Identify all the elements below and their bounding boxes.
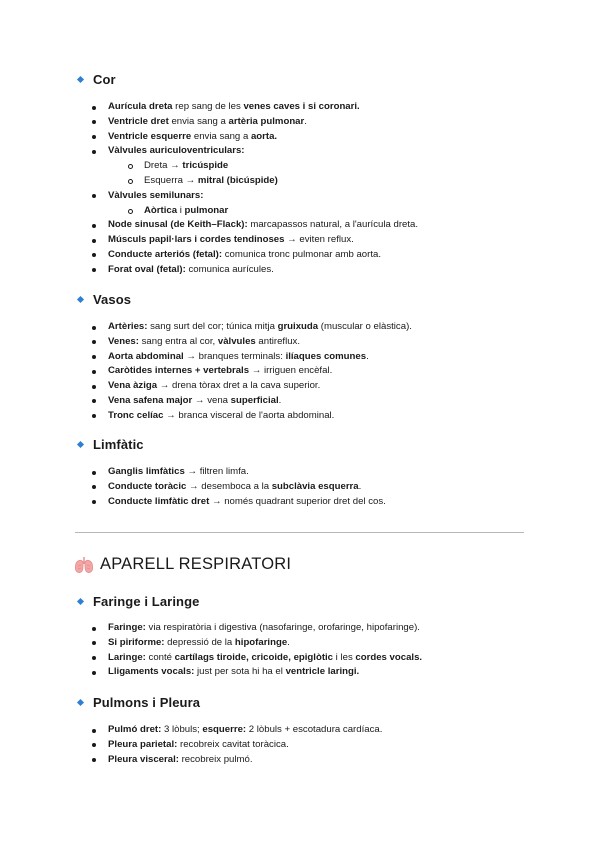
text: conté <box>145 651 175 663</box>
section-heading-pulmons: Pulmons i Pleura <box>77 695 200 710</box>
bold-text: Laringe: <box>108 651 146 663</box>
text: depressió de la <box>164 636 235 648</box>
bold-text: pulmonar <box>184 204 229 216</box>
bold-text: superficial <box>230 394 279 406</box>
section-heading-faringe: Faringe i Laringe <box>77 594 199 609</box>
bold-text: Conducte limfàtic dret <box>108 495 210 507</box>
list-faringe <box>0 621 422 680</box>
text: . <box>304 115 307 127</box>
bold-text: subclàvia esquerra <box>271 480 359 492</box>
text: 3 lòbuls; <box>161 724 203 735</box>
section-heading-limfatic: Limfàtic <box>77 437 144 452</box>
list-limfatic <box>0 465 386 509</box>
bold-text: Ganglis limfàtics <box>108 466 185 477</box>
bold-text: Tronc celíac <box>108 409 164 421</box>
list-item <box>0 621 422 636</box>
list-item <box>0 320 412 335</box>
bold-text: Vàlvules auriculoventriculars: <box>108 145 245 157</box>
bold-text: aorta. <box>250 130 278 142</box>
lungs-icon <box>74 556 94 574</box>
text: (muscular o elàstica). <box>318 321 412 332</box>
diamond-bullet-icon <box>77 296 84 303</box>
text: envia sang a <box>168 115 229 127</box>
bold-text: Vena safena major <box>108 394 193 406</box>
list-item <box>0 394 412 409</box>
text: 2 lòbuls + escotadura cardíaca. <box>246 724 383 735</box>
text: comunica aurícules. <box>185 263 274 275</box>
list-item <box>0 263 418 278</box>
bold-text: ventricle laringi. <box>285 666 360 678</box>
list-item <box>0 350 412 365</box>
text: → desemboca a la <box>186 480 272 492</box>
text: via respiratòria i digestiva (nasofaringe, orofaringe, hipofaringe). <box>145 622 420 633</box>
list-item <box>0 738 382 753</box>
section-divider <box>75 532 524 533</box>
text: i les <box>333 651 356 663</box>
bold-text: tricúspide <box>182 160 229 172</box>
text: sang entra al cor, <box>138 335 218 347</box>
list-item <box>0 218 418 233</box>
bold-text: ilíaques comunes <box>285 350 367 362</box>
bold-text: Aorta abdominal <box>108 350 184 362</box>
diamond-bullet-icon <box>77 441 84 448</box>
page-title: APARELL RESPIRATORI <box>74 555 291 574</box>
section-heading-cor: Cor <box>77 72 116 87</box>
text: recobreix pulmó. <box>178 753 253 765</box>
bold-text: Pleura visceral: <box>108 753 179 765</box>
text: marcapassos natural, a l'aurícula dreta. <box>247 219 419 231</box>
bold-text: Pleura parietal: <box>108 738 178 750</box>
text: → branca visceral de l'aorta abdominal. <box>163 409 335 421</box>
list-item <box>0 115 418 130</box>
list-item <box>0 233 418 248</box>
bold-text: venes caves i si coronari. <box>243 101 360 112</box>
text: → vena <box>192 394 231 406</box>
text: → drena tòrax dret a la cava superior. <box>157 380 321 392</box>
bold-text: Venes: <box>108 335 139 347</box>
bold-text: cordes vocals. <box>355 651 423 663</box>
section-heading-vasos: Vasos <box>77 292 131 307</box>
text: rep sang de les <box>172 101 244 112</box>
text: → branques terminals: <box>183 350 286 362</box>
text: → irriguen encèfal. <box>249 365 333 377</box>
bold-text: Lligaments vocals: <box>108 666 195 678</box>
text: recobreix cavitat toràcica. <box>177 738 289 750</box>
bold-text: gruixuda <box>277 321 319 332</box>
text: . <box>366 350 369 362</box>
list-item <box>0 335 412 350</box>
text: antireflux. <box>255 335 301 347</box>
bold-text: vàlvules <box>217 335 256 347</box>
diamond-bullet-icon <box>77 699 84 706</box>
text: → eviten reflux. <box>284 234 354 246</box>
bold-text: mitral (bicúspide) <box>197 174 278 186</box>
list-item <box>0 665 422 680</box>
bold-text: hipofaringe <box>234 636 288 648</box>
list-item <box>0 480 386 495</box>
list-item <box>0 379 412 394</box>
bold-text: Conducte toràcic <box>108 480 187 492</box>
bold-text: esquerre: <box>202 724 247 735</box>
list-item <box>0 495 386 510</box>
text: envia sang a <box>191 130 251 142</box>
list-vasos <box>0 320 412 424</box>
bold-text: Conducte arteriós (fetal): <box>108 248 223 260</box>
bold-text: Aòrtica <box>144 204 178 216</box>
list-item <box>0 723 382 738</box>
list-item <box>0 100 418 115</box>
text: . <box>287 636 290 648</box>
text: just per sota hi ha el <box>194 666 286 678</box>
text: . <box>358 480 362 492</box>
bold-text: Vàlvules semilunars: <box>108 189 204 201</box>
list-item <box>0 409 412 424</box>
list-item <box>0 189 418 204</box>
bold-text: Aurícula dreta <box>108 101 173 112</box>
bold-text: Vena àzigа <box>108 380 158 392</box>
text: comunica tronc pulmonar amb aorta. <box>222 248 381 260</box>
list-item <box>0 364 412 379</box>
text: . <box>278 394 282 406</box>
bold-text: Músculs papil·lars i cordes tendinoses <box>108 234 285 246</box>
list-item <box>0 465 386 480</box>
list-item <box>0 144 418 159</box>
bold-text: artèria pulmonar <box>228 115 305 127</box>
bold-text: Si piriforme: <box>108 636 165 648</box>
text: Esquerra → <box>144 174 198 186</box>
text: sang surt del cor; túnica mitja <box>147 321 278 332</box>
sub-list-item <box>0 204 418 219</box>
diamond-bullet-icon <box>77 76 84 83</box>
sub-list-item <box>0 159 418 174</box>
bold-text: Ventricle dret <box>108 115 169 127</box>
bold-text: Caròtides internes + vertebrals <box>108 365 250 377</box>
list-item <box>0 753 382 768</box>
text: i <box>177 204 185 216</box>
text: → filtren limfa. <box>184 466 249 477</box>
bold-text: Artèries: <box>108 321 148 332</box>
bold-text: Node sinusal (de Keith–Flack): <box>108 219 248 231</box>
bold-text: Faringe: <box>108 622 146 633</box>
diamond-bullet-icon <box>77 598 84 605</box>
bold-text: cartílags tiroide, cricoide, epiglòtic <box>174 651 334 663</box>
list-item <box>0 130 418 145</box>
text: → només quadrant superior dret del cos. <box>209 495 386 507</box>
text: Dreta → <box>144 160 183 172</box>
sub-list-item <box>0 174 418 189</box>
list-item <box>0 651 422 666</box>
bold-text: Ventricle esquerre <box>108 130 192 142</box>
bold-text: Forat oval (fetal): <box>108 263 186 275</box>
list-item <box>0 636 422 651</box>
list-pulmons <box>0 723 382 767</box>
bold-text: Pulmó dret: <box>108 724 162 735</box>
list-cor <box>0 100 418 278</box>
list-item <box>0 248 418 263</box>
